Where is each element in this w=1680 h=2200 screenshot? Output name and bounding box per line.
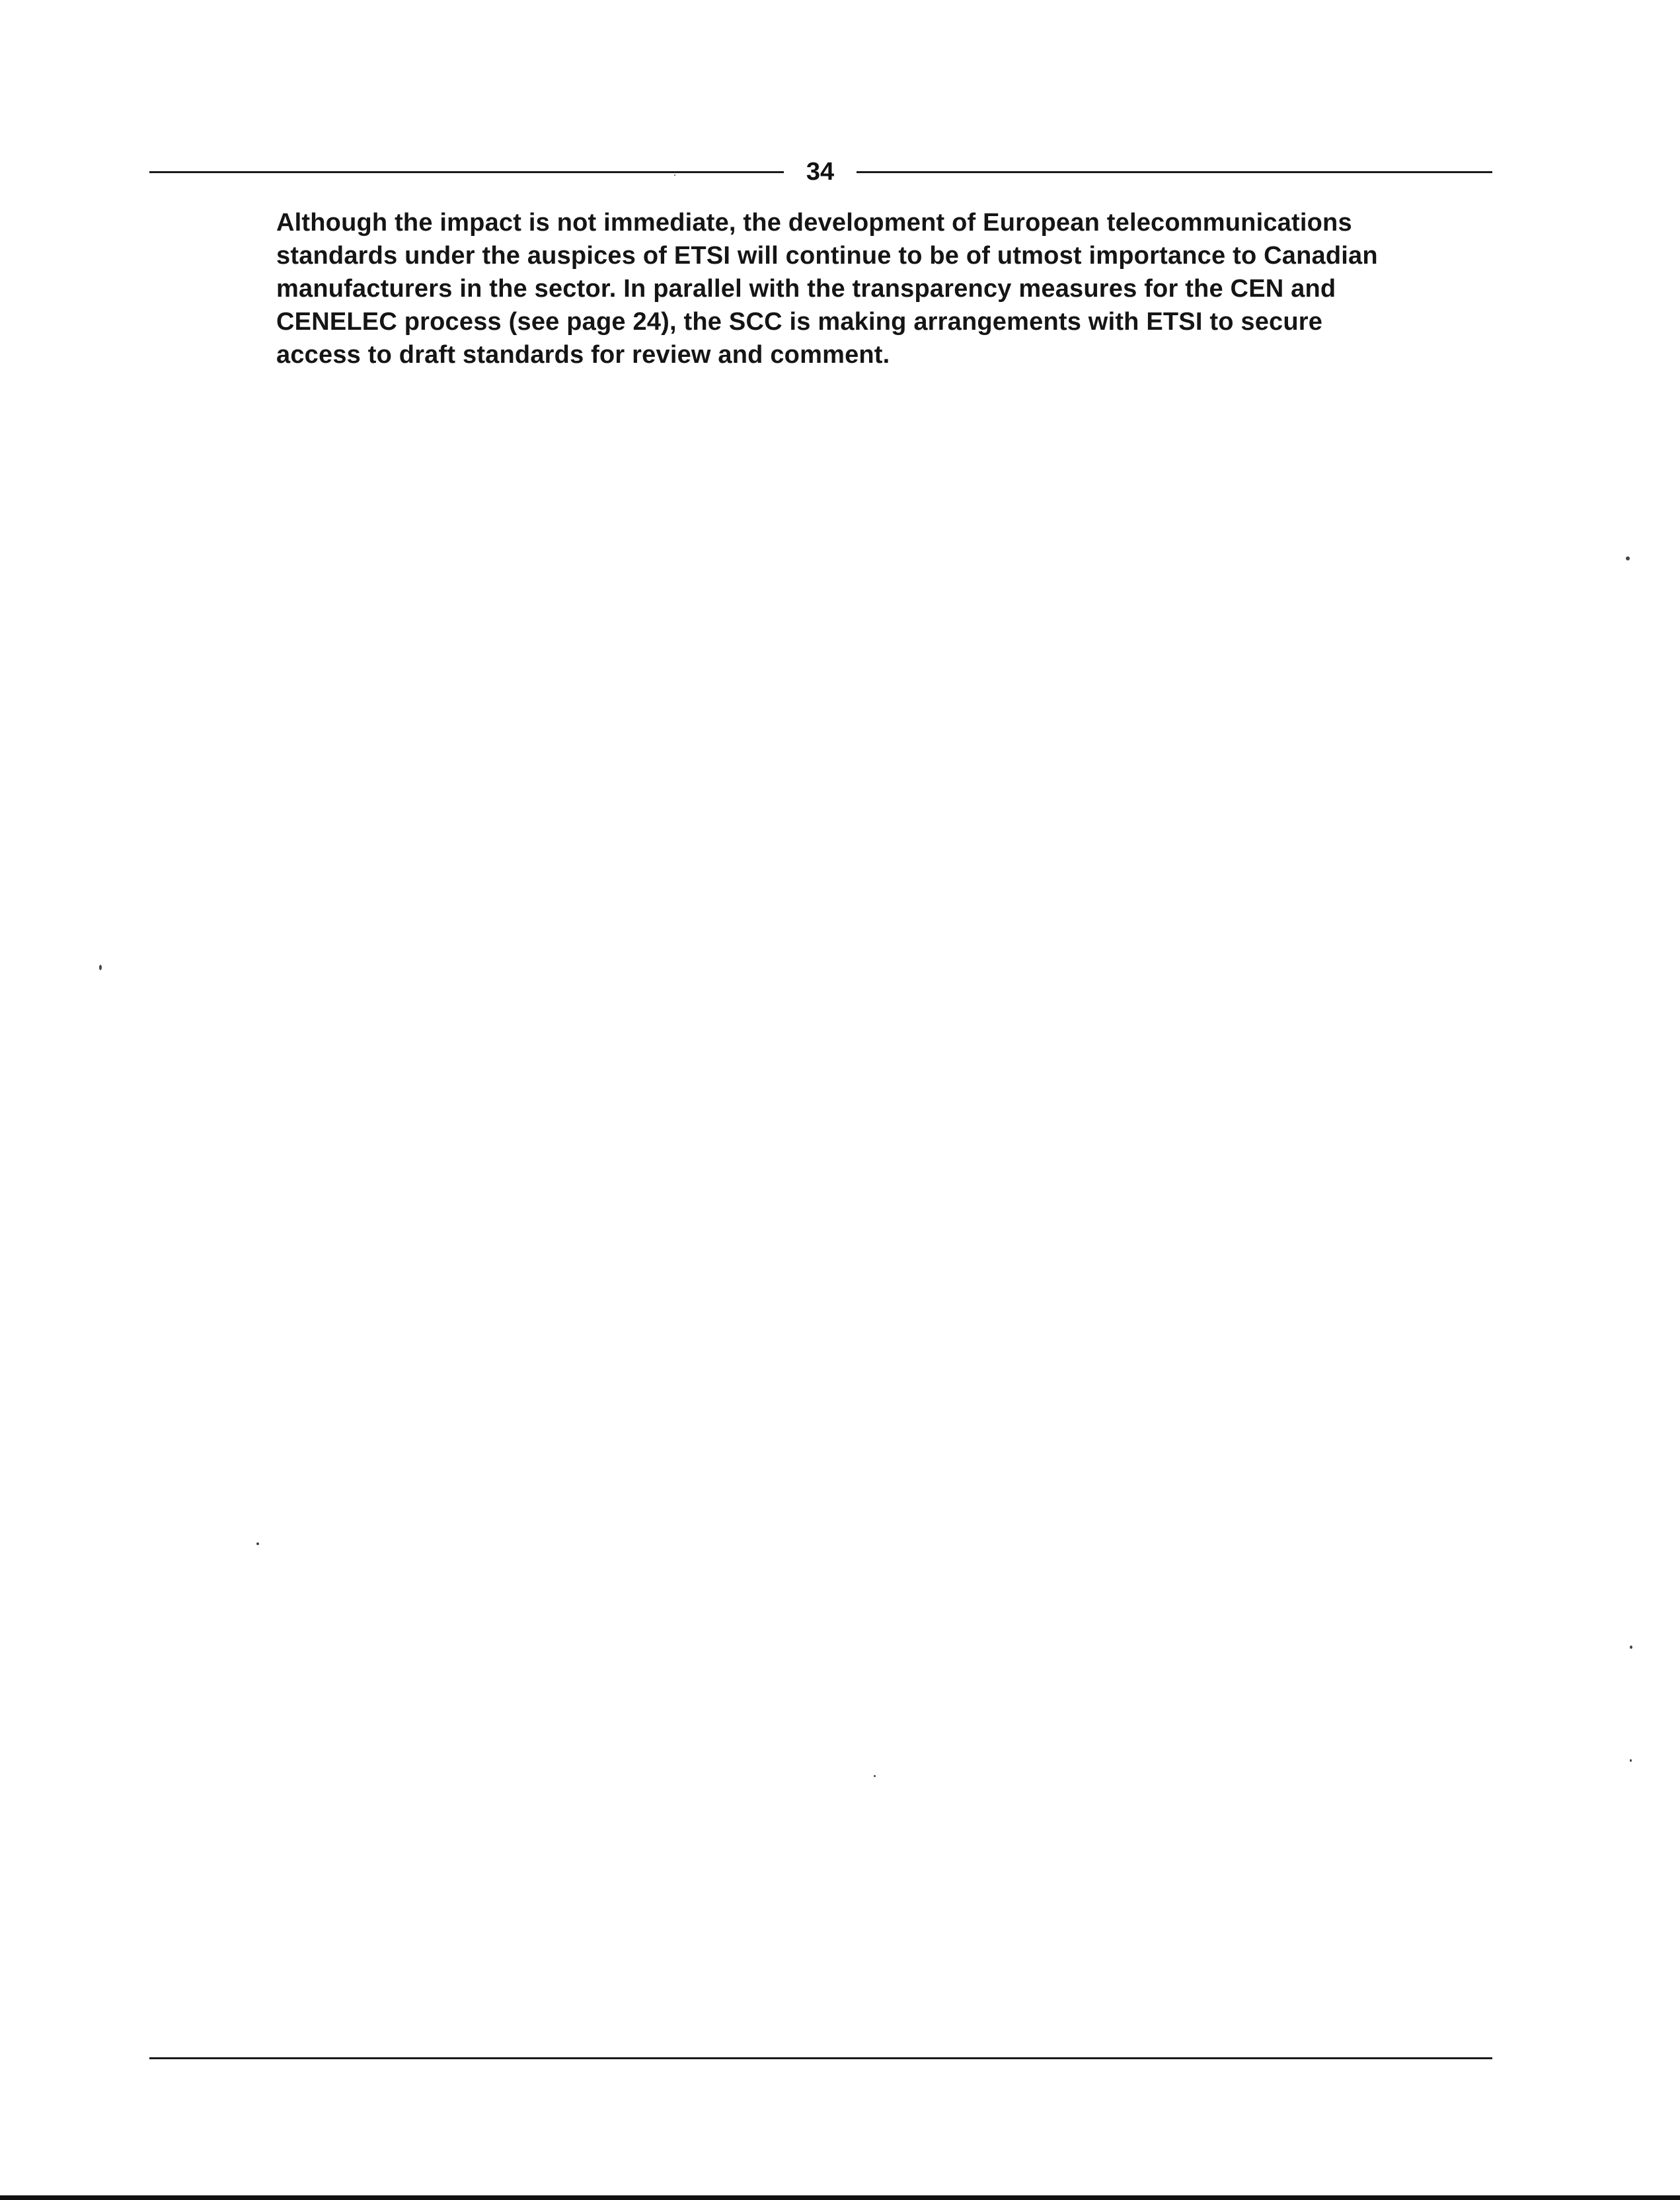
body-line: access to draft standards for review and comment.	[276, 341, 890, 369]
body-paragraph	[276, 206, 1492, 371]
body-line: standards under the auspices of ETSI will continue to be of utmost importance to Canadian	[276, 242, 1378, 270]
scan-speck	[874, 1775, 876, 1777]
scan-speck	[1626, 556, 1630, 560]
page-number: 34	[806, 158, 835, 186]
page-bottom-edge	[0, 2195, 1680, 2200]
scan-speck	[1630, 1646, 1632, 1649]
scan-speck	[1630, 1759, 1632, 1762]
body-line: manufacturers in the sector. In parallel with the transparency measures for the CEN and	[276, 275, 1336, 303]
body-line: Although the impact is not immediate, the development of European telecommunications	[276, 209, 1352, 237]
header-rule-right	[857, 171, 1492, 173]
scan-speck	[256, 1542, 259, 1545]
scan-speck	[99, 965, 102, 970]
scan-speck	[674, 174, 675, 176]
footer-rule	[149, 2057, 1492, 2059]
header-rule-left	[149, 171, 784, 173]
body-line: CENELEC process (see page 24), the SCC is making arrangements with ETSI to secure	[276, 308, 1323, 336]
